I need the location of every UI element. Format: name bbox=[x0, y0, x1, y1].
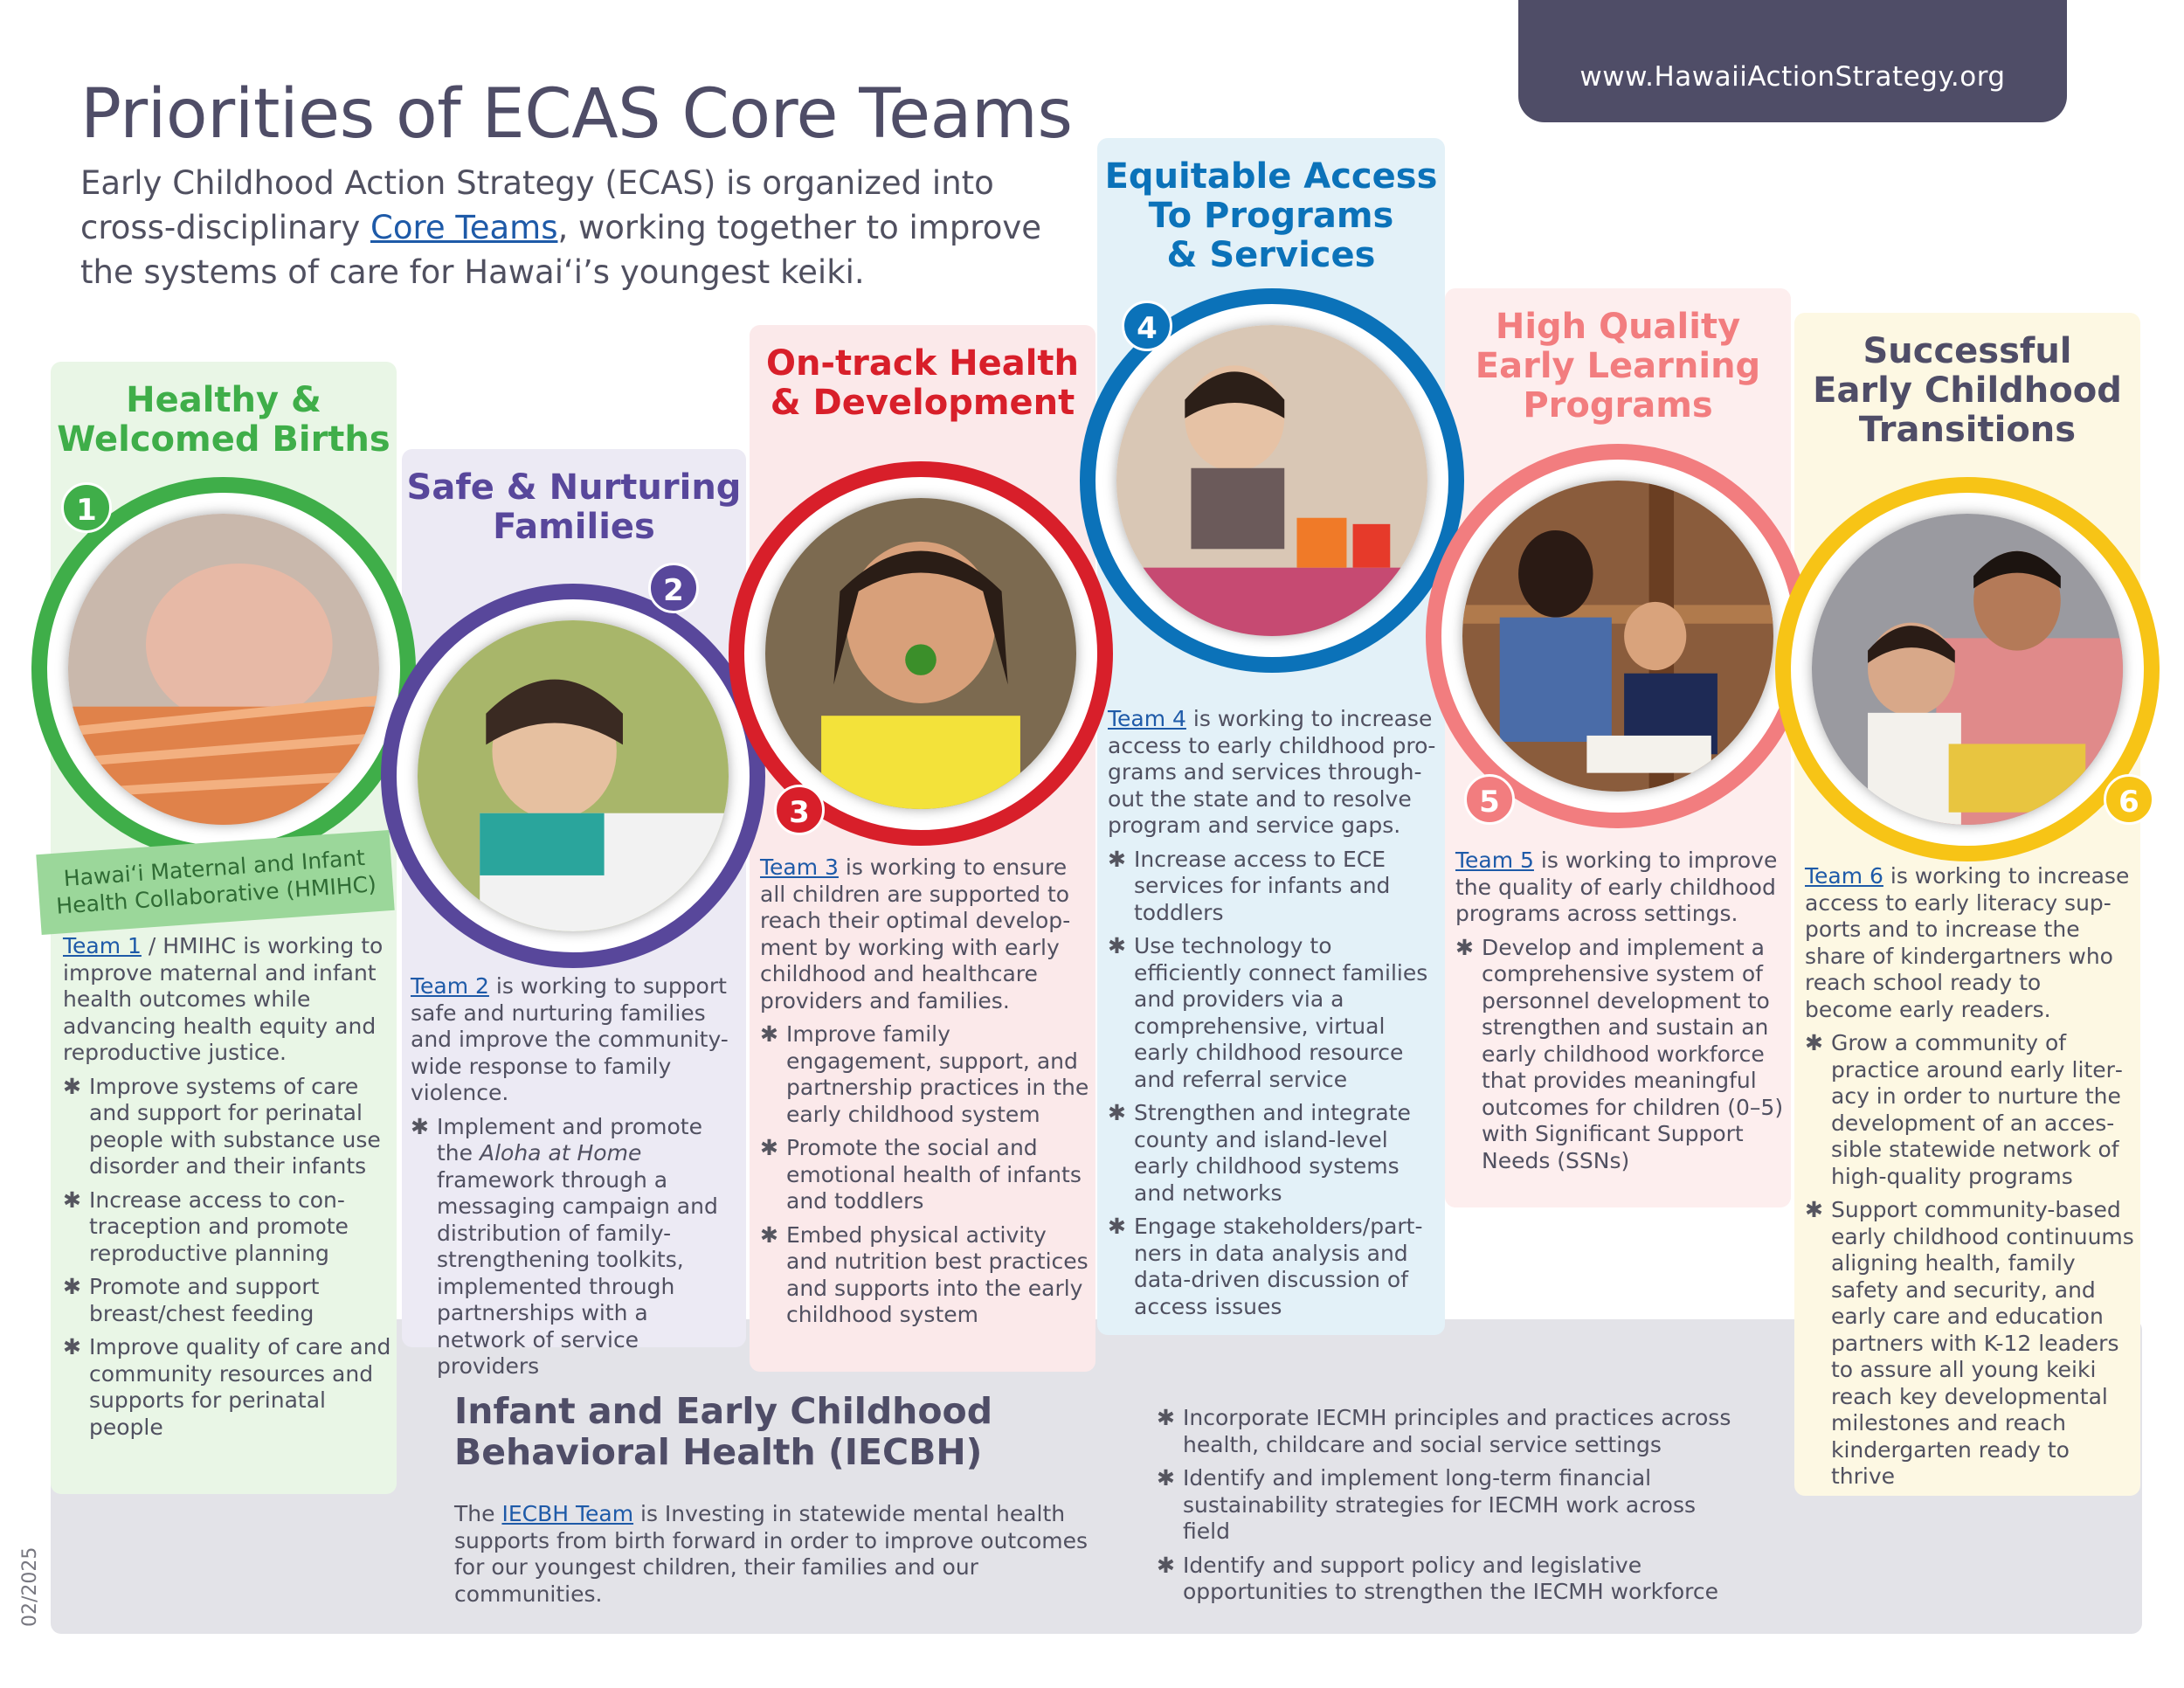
list-item: ✱ Identify and support policy and legislative opportunities to strengthen the IECMH workforce bbox=[1157, 1552, 1719, 1604]
list-item: ✱ Identify and implement long-term financial sustainability strategies for IECMH work across field bbox=[1157, 1465, 1696, 1544]
team-4-body: Team 4 is working to increase access to early childhood programs and services throughout the state and to resolve program and service gaps. ✱ Increase access to ECE services for infants and toddlers ✱ Use technology to efficiently connect families and providers via a comprehensive, virtual early childhood resource and referral service ✱ Strengthen and integrate county and island-level early childhood systems and networks ✱ Engage stakeholders/partners in data analysis and data-driven discussion of access issues bbox=[1108, 706, 1438, 1327]
team-2-body: Team 2 is working to support safe and nurturing families and improve the community-wide response to family violence. ✱ Implement and promote the Aloha at Home framework through a messaging campaign and distribution of family-strengthening toolkits, implemented through partnerships with a network of service providers bbox=[411, 973, 739, 1387]
list-item: ✱ Improve family engagement, support, and partnership practices in the early childhood system bbox=[760, 1021, 1089, 1127]
child-eating-photo bbox=[765, 498, 1076, 809]
team-3-body: Team 3 is working to ensure all children are supported to reach their optimal development by working with early childhood and healthcare providers and families. ✱ Improve family engagement, support, and partnership practices in the early childhood system ✱ Promote the social and emotional health of infants and toddlers ✱ Embed physical activity and nutrition best practices and supports into the early childhood system bbox=[760, 854, 1089, 1327]
bullet-icon: ✱ bbox=[1108, 1100, 1126, 1125]
bullet-icon: ✱ bbox=[760, 1021, 778, 1047]
list-item: ✱ Implement and promote the Aloha at Home framework through a messaging campaign and distribution of family-strengthening toolkits, implemented through partnerships with a network of service providers bbox=[411, 1113, 718, 1379]
bullet-icon: ✱ bbox=[63, 1274, 81, 1299]
bullet-icon: ✱ bbox=[1157, 1465, 1175, 1491]
team-6-number-badge: 6 bbox=[2104, 774, 2154, 825]
team-1-link[interactable]: Team 1 bbox=[63, 933, 142, 958]
list-item: ✱ Grow a community of practice around early literacy in order to nurture the development of an accessible statewide network of high-quality programs bbox=[1805, 1030, 2123, 1189]
bullet-icon: ✱ bbox=[63, 1186, 81, 1213]
team-5-number-badge: 5 bbox=[1464, 774, 1515, 825]
iecbh-title: Infant and Early Childhood Behavioral Health (IECBH) bbox=[454, 1390, 993, 1473]
list-item: ✱ Increase access to contraception and promote reproductive planning bbox=[63, 1186, 349, 1266]
bullet-icon: ✱ bbox=[760, 1135, 778, 1160]
list-item: ✱ Improve systems of care and support for perinatal people with substance use disorder and their infants bbox=[63, 1073, 381, 1179]
list-item: ✱ Incorporate IECMH principles and practices across health, childcare and social service settings bbox=[1157, 1405, 1731, 1457]
list-item: ✱ Increase access to ECE services for infants and toddlers bbox=[1108, 846, 1391, 925]
list-item: ✱ Strengthen and integrate county and island-level early childhood systems and networks bbox=[1108, 1100, 1411, 1206]
team-2-link[interactable]: Team 2 bbox=[411, 973, 489, 999]
team-2-number-badge: 2 bbox=[648, 563, 699, 613]
toddler-hug-photo bbox=[418, 620, 729, 931]
team-1-number-badge: 1 bbox=[61, 482, 112, 533]
website-url-tab bbox=[1518, 0, 2067, 122]
list-item: ✱ Promote the social and emotional health of infants and toddlers bbox=[760, 1135, 1082, 1214]
iecbh-team-link[interactable]: IECBH Team bbox=[501, 1501, 634, 1526]
bullet-icon: ✱ bbox=[1455, 934, 1474, 960]
list-item: ✱ Support community-based early childhood continuums aligning health, family safety and security, and early care and education partners with K-12 leaders to assure all young keiki reach key developmental milestones and reach kindergarten ready to thrive bbox=[1805, 1197, 2134, 1489]
father-child-reading-photo bbox=[1812, 514, 2123, 825]
bullet-icon: ✱ bbox=[1805, 1197, 1823, 1222]
team-6-title: Successful Early Childhood Transitions bbox=[1813, 331, 2122, 450]
team-5-ring bbox=[1426, 444, 1810, 828]
team-5-body: Team 5 is working to improve the quality of early childhood programs across settings. ✱ Develop and implement a comprehensive system of personnel development to strengthen and sustain an early childhood workforce that provides meaningful outcomes for children (0–5) with Significant Support Needs (SSNs) bbox=[1455, 847, 1784, 1173]
bullet-icon: ✱ bbox=[1108, 846, 1126, 872]
toddler-blocks-photo bbox=[1116, 325, 1427, 636]
list-item: ✱ Embed physical activity and nutrition best practices and supports into the early childhood system bbox=[760, 1221, 1089, 1327]
list-item: ✱ Improve quality of care and community resources and supports for perinatal people bbox=[63, 1334, 391, 1440]
bullet-icon: ✱ bbox=[1805, 1030, 1823, 1055]
bullet-icon: ✱ bbox=[760, 1221, 778, 1248]
list-item: ✱ Promote and support breast/chest feeding bbox=[63, 1274, 320, 1326]
bullet-icon: ✱ bbox=[1157, 1552, 1175, 1578]
hmihc-badge: Hawai‘i Maternal and Infant Health Collaborative (HMIHC) bbox=[36, 830, 394, 935]
team-2-title: Safe & Nurturing Families bbox=[406, 467, 742, 547]
bullet-icon: ✱ bbox=[1108, 933, 1126, 958]
team-2-ring bbox=[381, 584, 765, 968]
bullet-icon: ✱ bbox=[1108, 1214, 1126, 1239]
bullet-icon: ✱ bbox=[1157, 1405, 1175, 1430]
team-5-link[interactable]: Team 5 bbox=[1455, 847, 1534, 873]
list-item: ✱ Develop and implement a comprehensive system of personnel development to strengthen and sustain an early childhood workforce that provides meaningful outcomes for children (0–5) with Significant Support Needs (SSNs) bbox=[1455, 934, 1784, 1173]
website-url[interactable]: www.HawaiiActionStrategy.org bbox=[1579, 61, 2006, 93]
list-item: ✱ Engage stakeholders/partners in data analysis and data-driven discussion of access issues bbox=[1108, 1214, 1423, 1319]
teacher-child-photo bbox=[1462, 481, 1773, 792]
team-4-number-badge: 4 bbox=[1122, 301, 1172, 351]
intro-text: Early Childhood Action Strategy (ECAS) is organized into cross-disciplinary Core Teams, working together to improve the systems of care for Hawai‘i’s youngest keiki. bbox=[80, 164, 1042, 291]
team-4-link[interactable]: Team 4 bbox=[1108, 706, 1186, 731]
publication-date: 02/2025 bbox=[19, 1546, 41, 1627]
team-6-body: Team 6 is working to increase access to early literacy supports and to increase the share of kindergartners who reach school ready to become early readers. ✱ Grow a community of practice around early literacy in order to nurture the development of an accessible statewide network of high-quality programs ✱ Support community-based early childhood continuums aligning health, family safety and security, and early care and education partners with K-12 leaders to assure all young keiki reach key developmental milestones and reach kindergarten ready to thrive bbox=[1805, 863, 2134, 1489]
core-teams-link[interactable]: Core Teams bbox=[370, 209, 558, 246]
team-1-body: Team 1 / HMIHC is working to improve maternal and infant health outcomes while advancing health equity and reproductive justice. ✱ Improve systems of care and support for perinatal people with substance use disorder and their infants ✱ Increase access to contraception and promote reproductive planning ✱ Promote and support breast/chest feeding ✱ Improve quality of care and community resources and supports for perinatal people bbox=[63, 933, 391, 1440]
team-1-title: Healthy & Welcomed Births bbox=[57, 380, 390, 460]
team-6-ring bbox=[1775, 477, 2160, 861]
bullet-icon: ✱ bbox=[63, 1073, 81, 1099]
team-5-title: High Quality Early Learning Programs bbox=[1475, 307, 1761, 425]
team-6-link[interactable]: Team 6 bbox=[1805, 863, 1883, 889]
team-3-link[interactable]: Team 3 bbox=[760, 854, 839, 880]
page-title: Priorities of ECAS Core Teams bbox=[80, 75, 1073, 154]
bullet-icon: ✱ bbox=[411, 1113, 429, 1139]
newborn-photo bbox=[68, 514, 379, 825]
team-3-number-badge: 3 bbox=[774, 785, 825, 835]
bullet-icon: ✱ bbox=[63, 1334, 81, 1359]
team-1-ring bbox=[31, 477, 416, 861]
iecbh-description: The IECBH Team is Investing in statewide mental health supports from birth forward in order to improve outcomes for our youngest children, their families and our communities. bbox=[454, 1501, 1089, 1607]
iecbh-list bbox=[1157, 1405, 1733, 1613]
team-3-title: On-track Health & Development bbox=[765, 343, 1080, 423]
team-4-title: Equitable Access To Programs & Services bbox=[1104, 156, 1438, 275]
list-item: ✱ Use technology to efficiently connect families and providers via a comprehensive, virtual early childhood resource and referral service bbox=[1108, 933, 1428, 1092]
